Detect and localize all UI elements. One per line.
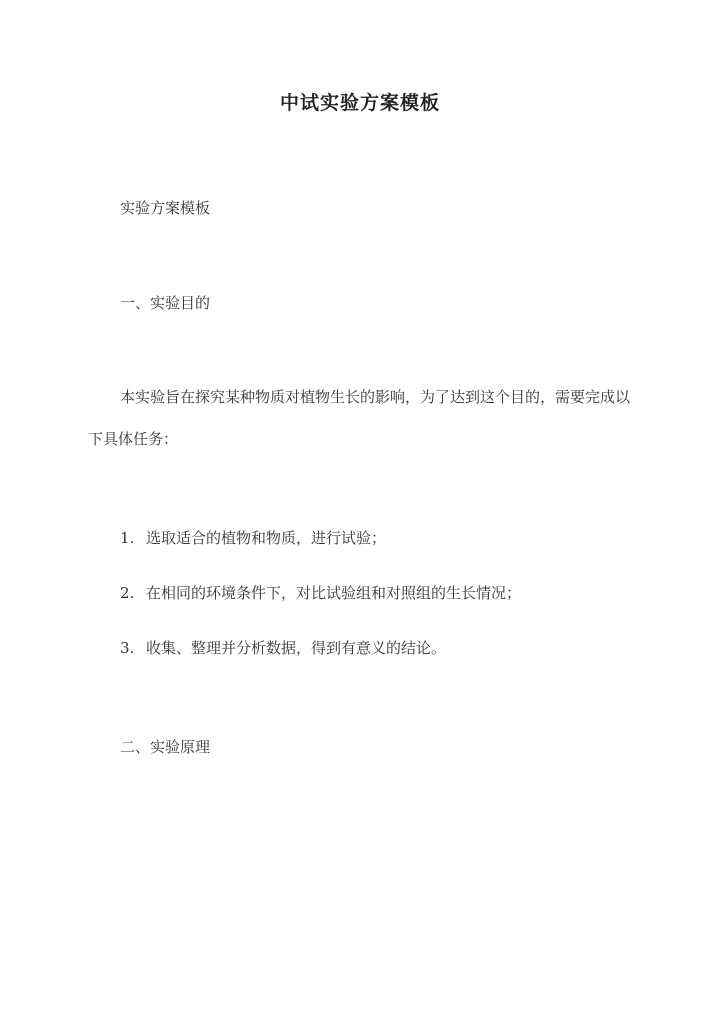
task-text: 收集、整理并分析数据，得到有意义的结论。	[146, 639, 447, 657]
task-number: 2.	[120, 584, 135, 602]
task-list-item	[120, 526, 634, 550]
document-title: 中试实验方案模板	[279, 92, 440, 114]
task-text: 在相同的环境条件下，对比试验组和对照组的生长情况；	[146, 584, 522, 602]
document-subtitle: 实验方案模板	[120, 199, 211, 217]
section-heading-purpose: 一、实验目的	[120, 294, 211, 312]
purpose-paragraph: 本实验旨在探究某种物质对植物生长的影响，为了达到这个目的，需要完成以下具体任务：	[88, 388, 631, 448]
task-list-item	[120, 581, 634, 605]
task-number: 3.	[120, 639, 135, 657]
task-list-item	[120, 636, 634, 660]
task-text: 选取适合的植物和物质，进行试验；	[146, 529, 387, 547]
section-heading-principle: 二、实验原理	[120, 738, 211, 756]
task-number: 1.	[120, 529, 135, 547]
